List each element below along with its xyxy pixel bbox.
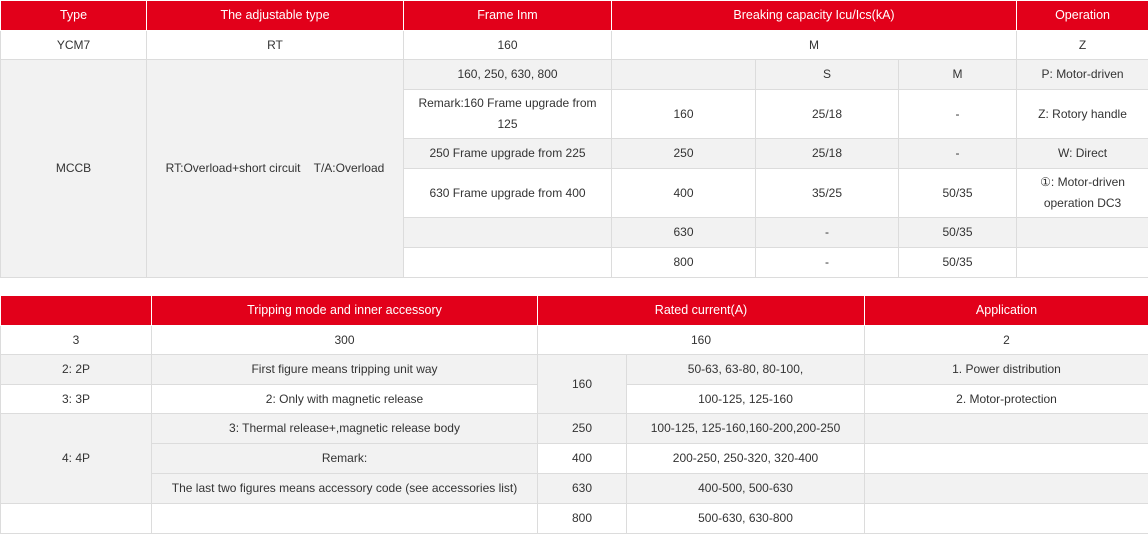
rated-frame: 630 [538,474,627,504]
rated-frame: 250 [538,414,627,444]
operation-note: ①: Motor-driven operation DC3 [1017,169,1148,218]
header-tripping-mode: Tripping mode and inner accessory [152,296,538,326]
rated-frame: 400 [538,444,627,474]
tripping-note: First figure means tripping unit way [152,355,538,385]
frame-note: 160, 250, 630, 800 [404,60,612,90]
header-poles [1,296,152,326]
rated-range: 500-630, 630-800 [627,504,865,534]
header-type: Type [1,1,147,31]
application-note: 2. Motor-protection [865,385,1148,414]
frame-note [404,248,612,278]
operation-note: Z: Rotory handle [1017,90,1148,139]
poles-option: 4: 4P [1,414,152,504]
poles-option: 2: 2P [1,355,152,385]
header-operation: Operation [1017,1,1148,31]
breaking-m-value: 50/35 [899,248,1017,278]
mccb-label: MCCB [1,60,147,278]
code-breaking: M [612,31,1017,60]
code-type: YCM7 [1,31,147,60]
breaking-s-value: 25/18 [756,90,899,139]
poles-option-empty [1,504,152,534]
breaking-frame: 400 [612,169,756,218]
code-poles: 3 [1,326,152,355]
code-application: 2 [865,326,1148,355]
application-note [865,504,1148,534]
application-note [865,474,1148,504]
operation-note: P: Motor-driven [1017,60,1148,90]
breaking-m-value: 50/35 [899,169,1017,218]
rated-range: 100-125, 125-160 [627,385,865,414]
operation-note: W: Direct [1017,139,1148,169]
mccb-adjustable-desc: RT:Overload+short circuit T/A:Overload [147,60,404,278]
header-breaking-capacity: Breaking capacity Icu/Ics(kA) [612,1,1017,31]
frame-note [404,218,612,248]
breaking-s-value: - [756,248,899,278]
tripping-note: 3: Thermal release+,magnetic release body [152,414,538,444]
breaking-frame: 800 [612,248,756,278]
application-note [865,414,1148,444]
tripping-note: Remark: [152,444,538,474]
breaking-frame: 630 [612,218,756,248]
breaking-m-value: - [899,139,1017,169]
code-rated: 160 [538,326,865,355]
rated-frame: 800 [538,504,627,534]
breaking-s-value: 25/18 [756,139,899,169]
application-note [865,444,1148,474]
rated-frame: 160 [538,355,627,414]
breaking-s-value: 35/25 [756,169,899,218]
application-note: 1. Power distribution [865,355,1148,385]
breaking-m-value: - [899,90,1017,139]
code-tripping: 300 [152,326,538,355]
header-frame: Frame Inm [404,1,612,31]
model-code-table-part2 [0,295,1148,534]
rated-range: 400-500, 500-630 [627,474,865,504]
rated-range: 200-250, 250-320, 320-400 [627,444,865,474]
breaking-subheader-frame [612,60,756,90]
tripping-note [152,504,538,534]
code-frame: 160 [404,31,612,60]
poles-option: 3: 3P [1,385,152,414]
operation-note [1017,248,1148,278]
operation-note [1017,218,1148,248]
header-adjustable-type: The adjustable type [147,1,404,31]
breaking-subheader-s: S [756,60,899,90]
code-operation: Z [1017,31,1148,60]
breaking-frame: 160 [612,90,756,139]
rated-range: 100-125, 125-160,160-200,200-250 [627,414,865,444]
header-rated-current: Rated current(A) [538,296,865,326]
rated-range: 50-63, 63-80, 80-100, [627,355,865,385]
frame-note: 630 Frame upgrade from 400 [404,169,612,218]
tripping-note: The last two figures means accessory code (see accessories list) [152,474,538,504]
header-application: Application [865,296,1148,326]
breaking-frame: 250 [612,139,756,169]
breaking-s-value: - [756,218,899,248]
breaking-m-value: 50/35 [899,218,1017,248]
frame-note: 250 Frame upgrade from 225 [404,139,612,169]
tripping-note: 2: Only with magnetic release [152,385,538,414]
code-adjustable: RT [147,31,404,60]
frame-note: Remark:160 Frame upgrade from 125 [404,90,612,139]
breaking-subheader-m: M [899,60,1017,90]
